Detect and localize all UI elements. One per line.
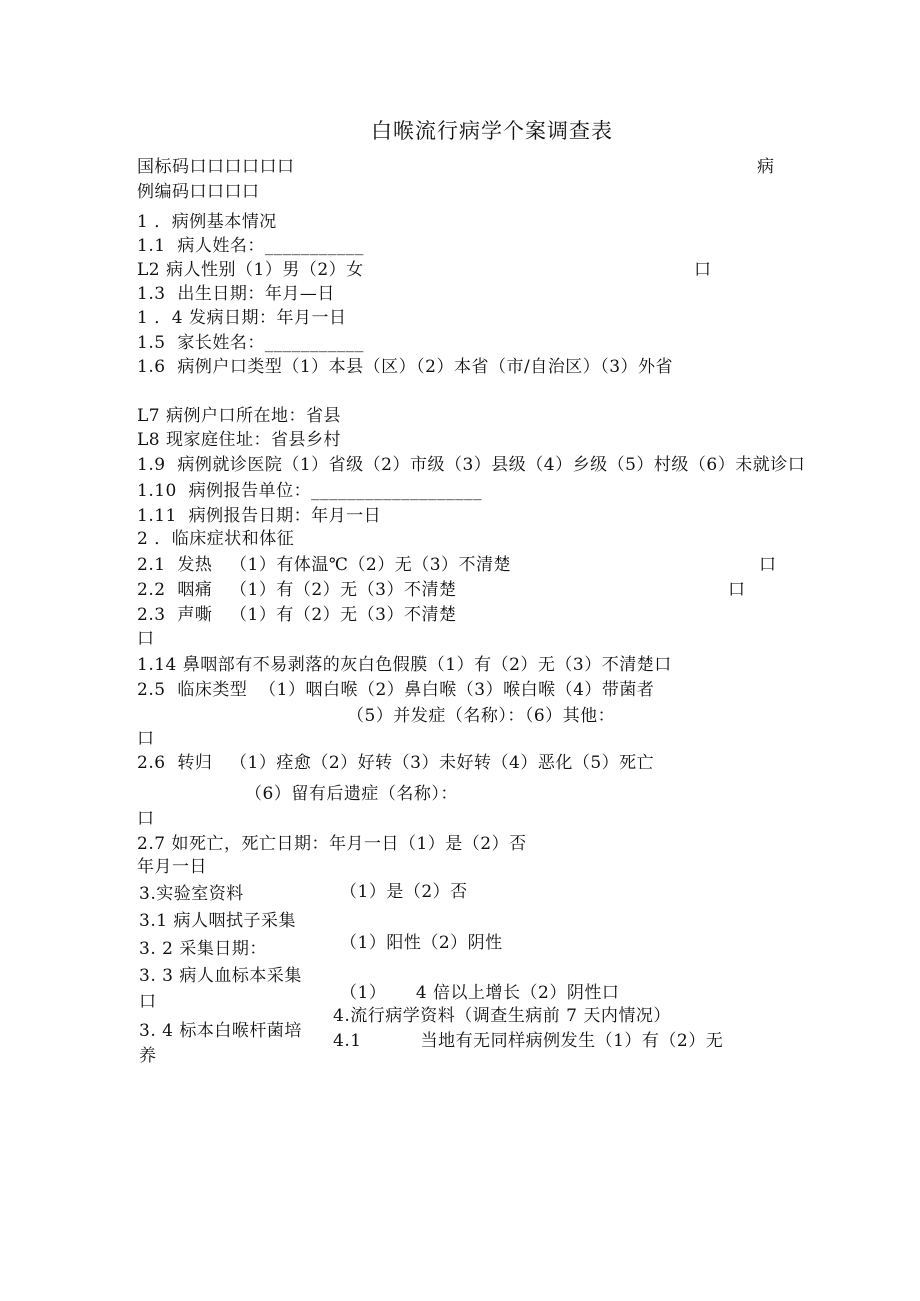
field-date-line: 年月一日	[137, 857, 207, 877]
checkbox-fever: 口	[759, 555, 777, 575]
field-outcome-cont: （6）留有后遗症（名称）：	[245, 784, 458, 804]
field-fever: 2.1 发热 （1）有体温℃（2）无（3）不清楚	[137, 555, 512, 575]
field-onset-date: 1 ．4 发病日期：年月一日	[137, 308, 347, 328]
checkbox-clinical-type: 口	[137, 729, 155, 749]
case-code-label-part1: 病	[757, 157, 775, 177]
field-pseudomembrane: 1.14 鼻咽部有不易剥落的灰白色假膜（1）有（2）无（3）不清楚口	[137, 655, 672, 675]
page-title: 白喉流行病学个案调查表	[371, 119, 613, 143]
field-death-date: 2.7 如死亡，死亡日期：年月一日（1）是（2）否	[137, 834, 527, 854]
option-yes-no: （1）是（2）否	[340, 882, 468, 902]
field-reporting-unit: 1.10 病例报告单位：___________________	[137, 481, 483, 501]
field-outcome: 2.6 转归 （1）痊愈（2）好转（3）未好转（4）恶化（5）死亡	[137, 753, 655, 773]
field-local-cases: 4.1 当地有无同样病例发生（1）有（2）无	[333, 1031, 724, 1051]
field-report-date: 1.11 病例报告日期：年月一日	[137, 506, 382, 526]
field-household-type: 1.6 病例户口类型（1）本县（区）（2）本省（市/自治区）（3）外省	[137, 357, 674, 377]
field-culture-cont: 养	[139, 1046, 157, 1066]
checkbox-outcome: 口	[137, 809, 155, 829]
field-patient-sex: L2 病人性别（1）男（2）女	[137, 260, 364, 280]
option-titer: （1） 4 倍以上增长（2）阴性口	[340, 983, 620, 1003]
checkbox-sore-throat: 口	[728, 580, 746, 600]
field-birth-date: 1.3 出生日期：年月—日	[137, 284, 335, 304]
field-household-location: L7 病例户口所在地：省县	[137, 406, 342, 426]
section-2-heading: 2 ．临床症状和体征	[137, 529, 295, 549]
case-code-label-part2: 例编码口口口口	[137, 182, 260, 202]
field-parent-name: 1.5 家长姓名：___________	[137, 333, 364, 353]
section-1-heading: 1 ．病例基本情况	[137, 212, 277, 232]
field-hoarseness: 2.3 声嘶 （1）有（2）无（3）不清楚	[137, 605, 457, 625]
checkbox-blood-sample: 口	[139, 992, 157, 1012]
section-4-heading: 4.流行病学资料（调查生病前 7 天内情况）	[333, 1006, 671, 1026]
section-3-heading: 3.实验室资料	[139, 884, 244, 904]
field-sore-throat: 2.2 咽痛 （1）有（2）无（3）不清楚	[137, 580, 457, 600]
field-collection-date: 3. 2 采集日期：	[139, 939, 267, 959]
field-blood-sample: 3. 3 病人血标本采集	[139, 966, 302, 986]
field-patient-name: 1.1 病人姓名：___________	[137, 236, 364, 256]
national-code-label: 国标码口口口口口口	[137, 157, 295, 177]
checkbox-hoarseness: 口	[137, 629, 155, 649]
option-positive-negative: （1）阳性（2）阴性	[340, 933, 503, 953]
field-clinical-type-cont: （5）并发症（名称）：（6）其他：	[347, 706, 616, 726]
field-culture: 3. 4 标本白喉杆菌培	[139, 1021, 302, 1041]
field-hospital-level: 1.9 病例就诊医院（1）省级（2）市级（3）县级（4）乡级（5）村级（6）未就诊口	[137, 455, 806, 475]
checkbox-sex: 口	[694, 260, 712, 280]
field-home-address: L8 现家庭住址：省县乡村	[137, 430, 342, 450]
field-clinical-type: 2.5 临床类型 （1）咽白喉（2）鼻白喉（3）喉白喉（4）带菌者	[137, 680, 655, 700]
field-throat-swab: 3.1 病人咽拭子采集	[139, 911, 296, 931]
